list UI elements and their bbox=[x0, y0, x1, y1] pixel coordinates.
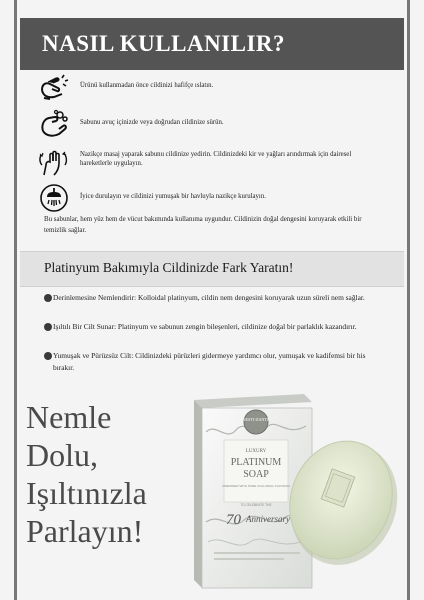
step-text: Sabunu avuç içinizde veya doğrudan cildinize sürün. bbox=[80, 119, 224, 126]
shower-icon bbox=[38, 183, 70, 213]
bullet-icon bbox=[44, 294, 52, 302]
benefit-text: Yumuşak ve Pürüzsüz Cilt: Cildinizdeki pürüzleri gidermeye yardımcı olur, yumuşak ve kadifemsi bir his bırakır. bbox=[53, 351, 366, 372]
benefits-banner bbox=[20, 251, 404, 287]
slogan-line-1: Nemle bbox=[26, 399, 112, 435]
benefit-text: Işıltılı Bir Cilt Sunar: Platinyum ve sabunun zengin bileşenleri, cildinize doğal bir parlaklık kazandırır. bbox=[53, 322, 357, 331]
benefit-item-2 bbox=[44, 321, 382, 333]
product-image bbox=[186, 392, 398, 592]
slogan-line-2: Dolu, bbox=[26, 437, 98, 473]
product-fine-print: PREPARED WITH PURE COLLOIDAL PLATINUM bbox=[222, 484, 290, 488]
title-banner bbox=[20, 18, 404, 70]
benefit-text: Derinlemesine Nemlendirir: Kolloidal platinyum, cildin nem dengesini koruyarak uzun süreli nem sağlar. bbox=[53, 293, 365, 302]
product-name-2: SOAP bbox=[243, 469, 269, 480]
brand-name: NESTI DANTE bbox=[242, 417, 270, 422]
box-top bbox=[194, 394, 312, 408]
box-side bbox=[194, 400, 202, 588]
slogan-line-4: Parlayın! bbox=[26, 513, 144, 549]
step-text: Nazikçe masaj yaparak sabunu cildinize yedirin. Cildinizdeki kir ve yağları arındırmak için dairesel hareketlerle uygulayın. bbox=[80, 151, 352, 167]
usage-note: Bu sabunlar, hem yüz hem de vücut bakımında kullanıma uygundur. Cildinizin doğal dengesini koruyarak etkili bir temizlik sağlar. bbox=[44, 216, 362, 234]
hands-washing-icon bbox=[38, 72, 70, 102]
step-text: Ürünü kullanmadan önce cildinizi hafifçe ıslatın. bbox=[80, 82, 214, 89]
product-name-1: PLATINUM bbox=[230, 457, 282, 468]
soap-hands-icon bbox=[38, 109, 70, 139]
anniversary-number: 70 bbox=[226, 512, 241, 528]
benefit-item-1 bbox=[44, 292, 382, 304]
massage-icon bbox=[38, 147, 70, 177]
page-title: NASIL KULLANILIR? bbox=[42, 31, 286, 56]
step-text: İyice durulayın ve cildinizi yumuşak bir havluyla nazikçe kurulayın. bbox=[80, 193, 266, 200]
step-1 bbox=[38, 72, 378, 109]
right-border-line bbox=[407, 0, 410, 600]
benefits-title: Platinyum Bakımıyla Cildinizde Fark Yaratın! bbox=[44, 260, 294, 275]
slogan bbox=[26, 398, 176, 550]
brand-emblem bbox=[244, 410, 268, 434]
step-3 bbox=[38, 147, 378, 183]
left-border-line bbox=[14, 0, 17, 600]
usage-steps bbox=[38, 72, 378, 221]
bullet-icon bbox=[44, 352, 52, 360]
celebrate-text: TO CELEBRATE THE bbox=[240, 503, 272, 507]
benefit-item-3 bbox=[44, 350, 382, 373]
anniversary-word: Anniversary bbox=[246, 514, 290, 524]
bullet-icon bbox=[44, 323, 52, 331]
slogan-line-3: Işıltınızla bbox=[26, 475, 147, 511]
product-line: LUXURY bbox=[245, 449, 267, 454]
step-2 bbox=[38, 109, 378, 147]
